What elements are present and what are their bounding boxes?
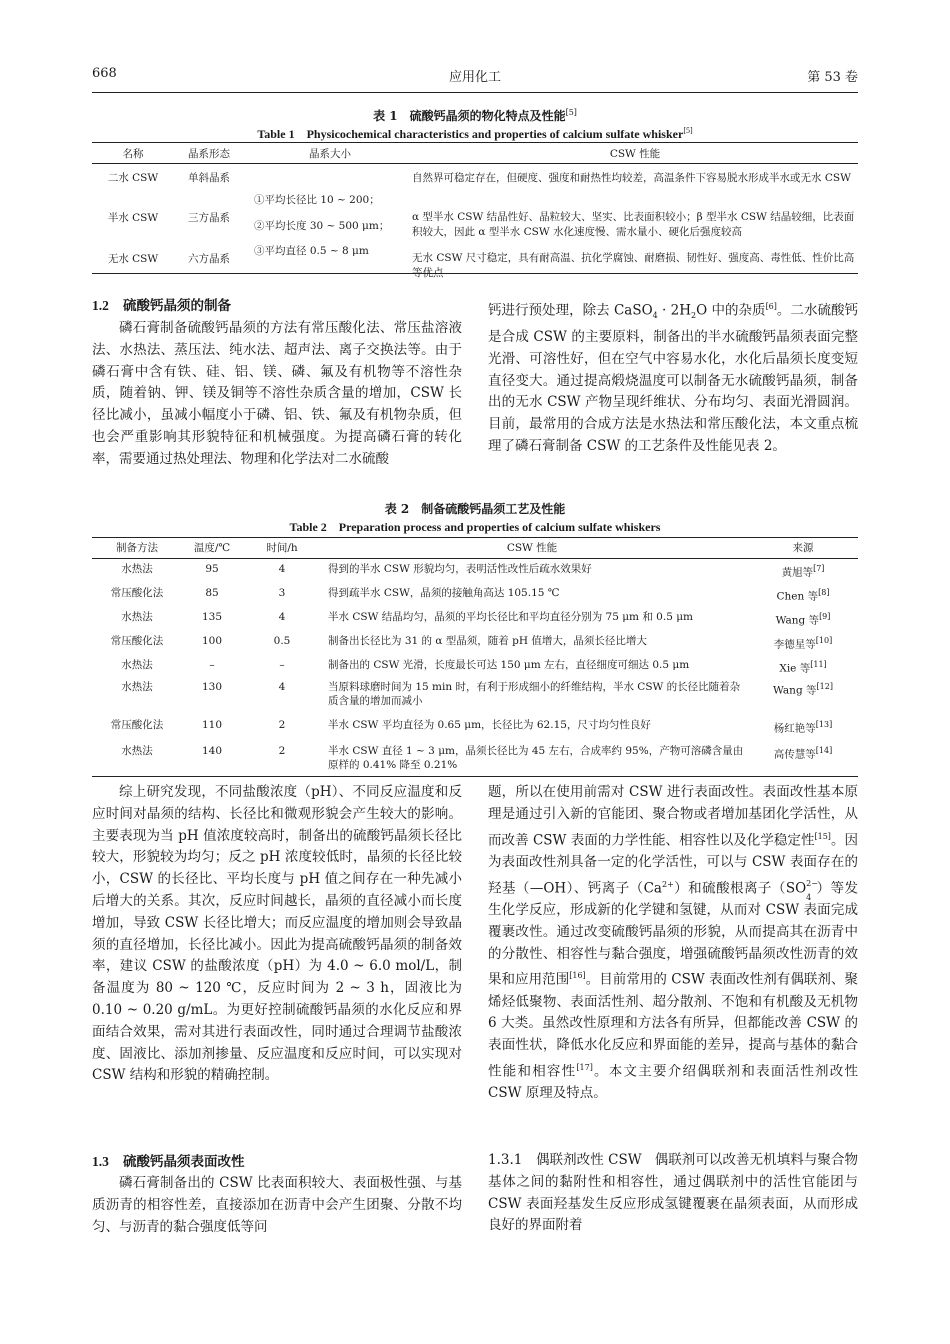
t2-cell-method: 水热法	[121, 659, 153, 671]
t1-col-system: 晶系形态	[188, 148, 230, 160]
t1-row1-name: 二水 CSW	[107, 172, 159, 184]
table2-caption-en: Table 2 Preparation process and properties of calcium sulfate whiskers	[289, 520, 661, 534]
section-1-3-1-para: 1.3.1 偶联剂改性 CSW 偶联剂可以改善无机填料与聚合物基体之间的黏附性和相容性，通过偶联剂中的活性官能团与 CSW 表面羟基发生反应形成氢键覆裹在晶须表面，从而形成良好的界面附着	[488, 1152, 859, 1234]
header-rule	[92, 92, 858, 93]
t2-cell-perf: 制备出长径比为 31 的 α 型晶须，随着 pH 值增大，晶须长径比增大	[328, 635, 647, 647]
t1-row1-system: 单斜晶系	[188, 172, 230, 184]
t1-row3-perf: 无水 CSW 尺寸稳定，具有耐高温、抗化学腐蚀、耐磨损、韧性好、强度高、毒性低、性价比高等优点	[412, 252, 855, 279]
section-1-2-right-para: 钙进行预处理，除去 CaSO$_4$ · $2H_2O$ 中的杂质[6]。二水硫酸钙是合成 CSW 的主要原料，制备出的半水硫酸钙晶须表面完整光滑、可溶性好，但在空气中容易水化，水化后晶须长度变短直径变大。通过提高煅烧温度可以制备无水硫酸钙晶须，制备出的无水 CSW 产物呈现纤维状、分布均匀、表面光滑圆润。目前，最常用的合成方法是水热法和常压酸化法，本文重点梳理了磷石膏制备 CSW 的工艺条件及性能见表 2。	[488, 302, 858, 454]
summary-para: 综上研究发现，不同盐酸浓度（pH）、不同反应温度和反应时间对晶须的结构、长径比和微观形貌会产生较大的影响。主要表现为当 pH 值浓度较高时，制备出的硫酸钙晶须长径比较大，形貌较为均匀；反之 pH 浓度较低时，晶须的长径比较小，CSW 的长径比、平均长度与 pH 值之间存在一种先减小后增大的关系。其次，反应时间越长，晶须的直径减小而长度增加，导致 CSW 长径比增大；而反应温度的增加则会导致晶须的直径增加，长径比减小。因此为提高硫酸钙晶须的制备效率，建议 CSW 的盐酸浓度（pH）为 4.0 ~ 6.0 mol/L，制备温度为 80 ~ 120 ℃，反应时间为 2 ~ 3 h，固液比为 0.10 ~ 0.20 g/mL。为更好控制硫酸钙晶须的水化反应和界面结合效果，需对其进行表面改性，同时通过合理调节盐酸浓度、固液比、添加剂掺量、反应温度和反应时间，可以实现对 CSW 结构和形貌的精确控制。	[92, 784, 462, 1084]
t2-cell-method: 水热法	[121, 745, 153, 757]
t2-cell-source: Wang 等[12]	[773, 682, 833, 697]
t2-cell-method: 常压酸化法	[110, 719, 164, 731]
t2-cell-method: 常压酸化法	[110, 635, 164, 647]
t2-cell-temp: –	[209, 659, 215, 671]
table2-body	[92, 560, 858, 774]
t2-cell-temp: 140	[201, 745, 223, 757]
t2-cell-source: Wang 等[9]	[775, 612, 831, 627]
t2-cell-source: 杨红艳等[13]	[773, 720, 833, 735]
t2-cell-perf: 半水 CSW 结晶均匀，晶须的平均长径比和平均直径分别为 75 μm 和 0.5 μm	[328, 611, 694, 623]
t1-size-1: ①平均长径比 10 ~ 200；	[254, 194, 380, 206]
table2-bottom-rule	[92, 776, 858, 777]
t1-row3-system: 六方晶系	[188, 253, 230, 265]
t1-size-3: ③平均直径 0.5 ~ 8 μm	[254, 245, 369, 257]
t2-cell-method: 水热法	[121, 563, 153, 575]
t2-cell-source: Chen 等[8]	[776, 588, 830, 603]
t2-cell-source: Xie 等[11]	[779, 660, 827, 675]
table1-top-rule	[92, 142, 858, 143]
t2-cell-perf: 得到疏半水 CSW，晶须的接触角高达 105.15 ℃	[328, 587, 560, 599]
t2-cell-time: 2	[278, 745, 286, 757]
t2-cell-perf: 得到的半水 CSW 形貌均匀，表明活性改性后疏水效果好	[328, 563, 592, 575]
t2-cell-perf: 半水 CSW 直径 1 ~ 3 μm，晶须长径比为 45 左右，合成率约 95%，产物可溶磷含量由原样的 0.41% 降至 0.21%	[328, 745, 744, 771]
t2-cell-temp: 85	[205, 587, 219, 599]
volume-label: 第 53 卷	[807, 70, 858, 85]
table1-header-rule	[92, 163, 858, 164]
t1-col-perf: CSW 性能	[609, 148, 661, 160]
table2-top-rule	[92, 537, 858, 538]
t1-col-name: 名称	[122, 148, 144, 160]
t1-row3-name: 无水 CSW	[107, 253, 159, 265]
table2-caption-cn: 表 2 制备硫酸钙晶须工艺及性能	[384, 502, 566, 516]
t2-col-temp: 温度/℃	[193, 542, 231, 554]
page-number: 668	[92, 66, 117, 81]
t2-cell-time: 2	[278, 719, 286, 731]
t2-cell-temp: 95	[205, 563, 219, 575]
t2-cell-time: 4	[278, 611, 286, 623]
section-1-3-heading: 1.3 硫酸钙晶须表面改性	[92, 1154, 245, 1170]
t2-cell-temp: 110	[201, 719, 223, 731]
t1-row2-system: 三方晶系	[188, 212, 230, 224]
section-1-2-left-para: 磷石膏制备硫酸钙晶须的方法有常压酸化法、常压盐溶液法、水热法、蒸压法、纯水法、超声法、离子交换法等。由于磷石膏中含有铁、硅、铝、镁、磷、氟及有机物等不溶性杂质，随着钠、钾、镁及铜等不溶性杂质含量的增加，CSW 长径比减小，虽减小幅度小于磷、铝、铁、氟及有机物杂质，但也会严重影响其形貌特征和机械强度。为提高磷石膏的转化率，需要通过热处理法、物理和化学法对二水硫酸	[92, 320, 462, 467]
section-1-3-1-heading: 1.3.1 偶联剂改性 CSW	[488, 1152, 642, 1168]
journal-title: 应用化工	[448, 70, 501, 85]
table1-caption-en: Table 1 Physicochemical characteristics and properties of calcium sulfate whisker[5]	[257, 126, 693, 141]
table1-caption-cn: 表 1 硫酸钙晶须的物化特点及性能[5]	[373, 108, 577, 123]
t1-row2-name: 半水 CSW	[107, 212, 159, 224]
t2-cell-temp: 130	[201, 681, 223, 693]
t2-cell-temp: 135	[201, 611, 223, 623]
table1-body	[92, 168, 858, 279]
t1-size-2: ②平均长度 30 ~ 500 μm；	[254, 220, 390, 232]
t2-col-perf: CSW 性能	[506, 542, 558, 554]
section-1-3-right-para: 题，所以在使用前需对 CSW 进行表面改性。表面改性基本原理是通过引入新的官能团、聚合物或者增加基团化学活性，从而改善 CSW 表面的力学性能、相容性以及化学稳定性[15]。因为表面改性剂具备一定的化学活性，可以与 CSW 表面存在的羟基（—OH）、钙离子$(Ca^{2+})$和硫酸根离子（SO 2− 4 ）等发生化学反应，形成新的化学键和氢键，从而对 CSW 表面完成覆裹改性。通过改变硫酸钙晶须的形貌，从而提高其在沥青中的分散性、相容性与黏合强度，增强硫酸钙晶须改性沥青的效果和应用范围[16]。目前常用的 CSW 表面改性剂有偶联剂、聚烯烃低聚物、表面活性剂、超分散剂、不饱和有机酸及无机物 6 大类。虽然改性原理和方法各有所异，但都能改善 CSW 的表面性状，降低水化反应和界面能的差异，提高与基体的黏合性能和相容性[17]。本文主要介绍偶联剂和表面活性剂改性 CSW 原理及特点。	[488, 784, 859, 1102]
t2-cell-time: 4	[278, 681, 286, 693]
t2-col-src: 来源	[792, 542, 814, 554]
t2-cell-time: 3	[278, 587, 286, 599]
t2-cell-method: 常压酸化法	[110, 587, 164, 599]
t1-col-size: 晶系大小	[309, 148, 351, 160]
t2-cell-perf: 制备出的 CSW 光滑，长度最长可达 150 μm 左右，直径细度可细达 0.5 μm	[328, 659, 690, 671]
t2-col-method: 制备方法	[116, 542, 158, 554]
t2-cell-perf: 当原料球磨时间为 15 min 时，有利于形成细小的纤维结构，半水 CSW 的长径比随着杂质含量的增加而减小	[328, 681, 741, 707]
t1-row1-perf: 自然界可稳定存在，但硬度、强度和耐热性均较差，高温条件下容易脱水形成半水或无水 CSW	[412, 172, 851, 184]
table2-header-rule	[92, 558, 858, 559]
t2-cell-source: 黄旭等[7]	[781, 564, 825, 579]
t2-col-time: 时间/h	[266, 542, 298, 554]
t2-cell-temp: 100	[201, 635, 223, 647]
section-1-3-left-para: 磷石膏制备出的 CSW 比表面积较大、表面极性强、与基质沥青的相容性差，直接添加在沥青中会产生团聚、分散不均匀、与沥青的黏合强度低等问	[92, 1175, 462, 1235]
t1-row2-perf: α 型半水 CSW 结晶性好、晶粒较大、坚实、比表面积较小；β 型半水 CSW 结晶较细，比表面积较大，因此 α 型半水 CSW 水化速度慢、需水量小、硬化后强度较高	[412, 211, 855, 238]
t2-cell-time: 0.5	[273, 635, 291, 647]
t2-cell-time: 4	[278, 563, 286, 575]
t2-cell-method: 水热法	[121, 681, 153, 693]
t2-cell-time: –	[279, 659, 285, 671]
section-1-2-heading: 1.2 硫酸钙晶须的制备	[92, 298, 231, 314]
t2-cell-source: 李德星等[10]	[773, 636, 833, 651]
t2-cell-perf: 半水 CSW 平均直径为 0.65 μm，长径比为 62.15，尺寸均匀性良好	[328, 719, 651, 731]
t2-cell-source: 高传慧等[14]	[773, 746, 833, 761]
t2-cell-method: 水热法	[121, 611, 153, 623]
